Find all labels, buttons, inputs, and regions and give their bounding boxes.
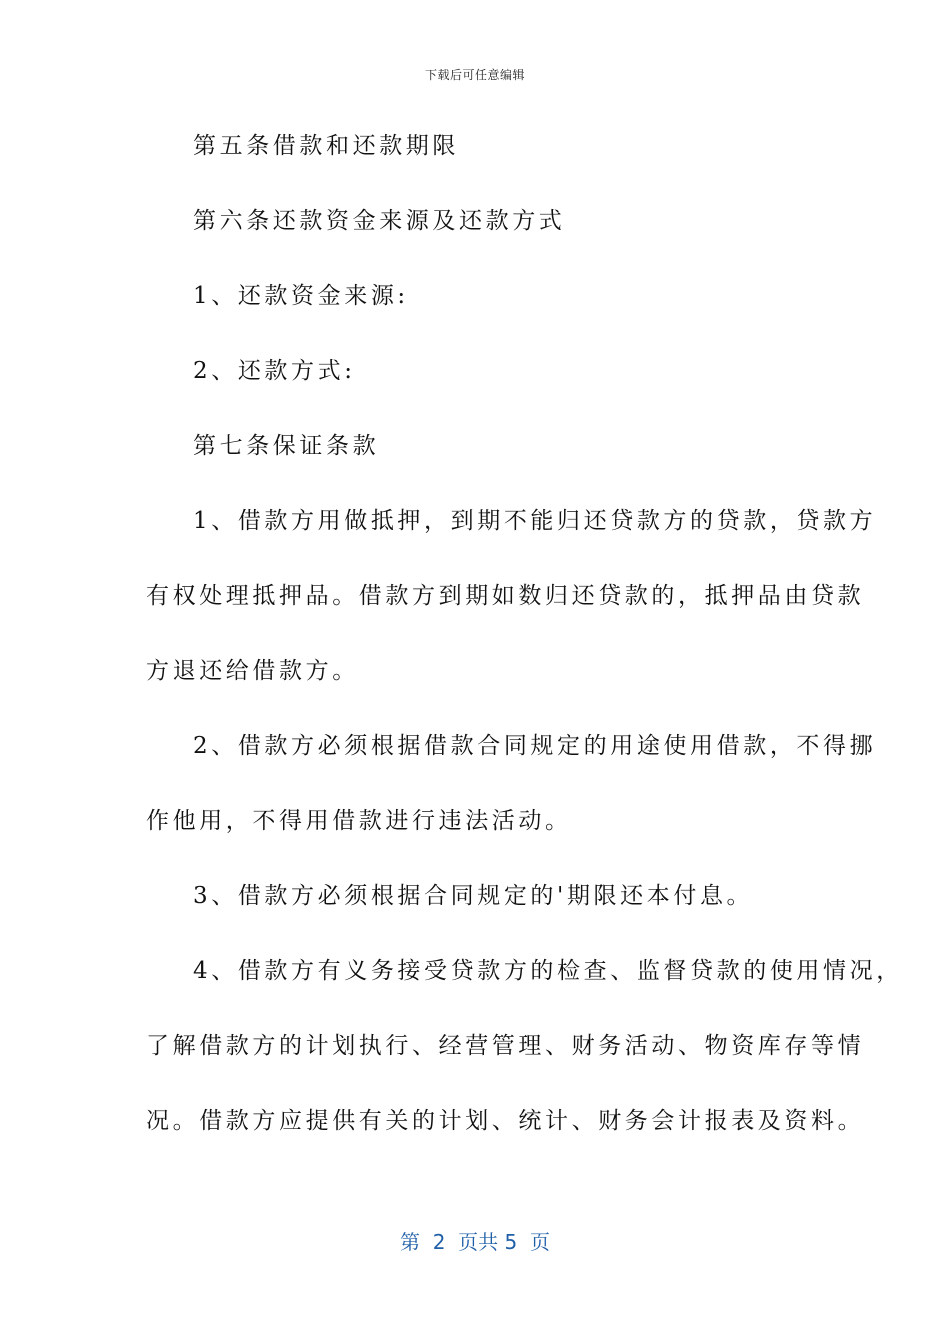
clause-1-line-2: 有权处理抵押品。借款方到期如数归还贷款的，抵押品由贷款 [146, 583, 865, 609]
clause-1-line-1: 1、借款方用做抵押，到期不能归还贷款方的贷款，贷款方 [193, 508, 877, 534]
article-7-heading: 第七条保证条款 [193, 433, 380, 459]
page-number: 第 2 页共 5 页 [400, 1230, 550, 1254]
clause-4-line-1: 4、借款方有义务接受贷款方的检查、监督贷款的使用情况， [193, 958, 903, 984]
clause-1-line-3: 方退还给借款方。 [146, 658, 359, 684]
article-6-heading: 第六条还款资金来源及还款方式 [193, 208, 566, 234]
article-5-heading: 第五条借款和还款期限 [193, 133, 459, 159]
clause-2-line-2: 作他用，不得用借款进行违法活动。 [146, 808, 572, 834]
clause-3-line-1: 3、借款方必须根据合同规定的'期限还本付息。 [193, 883, 754, 909]
header-note: 下载后可任意编辑 [424, 68, 525, 82]
clause-2-line-1: 2、借款方必须根据借款合同规定的用途使用借款，不得挪 [193, 733, 877, 759]
repayment-source-item: 1、还款资金来源: [193, 283, 409, 309]
clause-4-line-3: 况。借款方应提供有关的计划、统计、财务会计报表及资料。 [146, 1108, 865, 1134]
clause-4-line-2: 了解借款方的计划执行、经营管理、财务活动、物资库存等情 [146, 1033, 865, 1059]
repayment-method-item: 2、还款方式: [193, 358, 356, 384]
